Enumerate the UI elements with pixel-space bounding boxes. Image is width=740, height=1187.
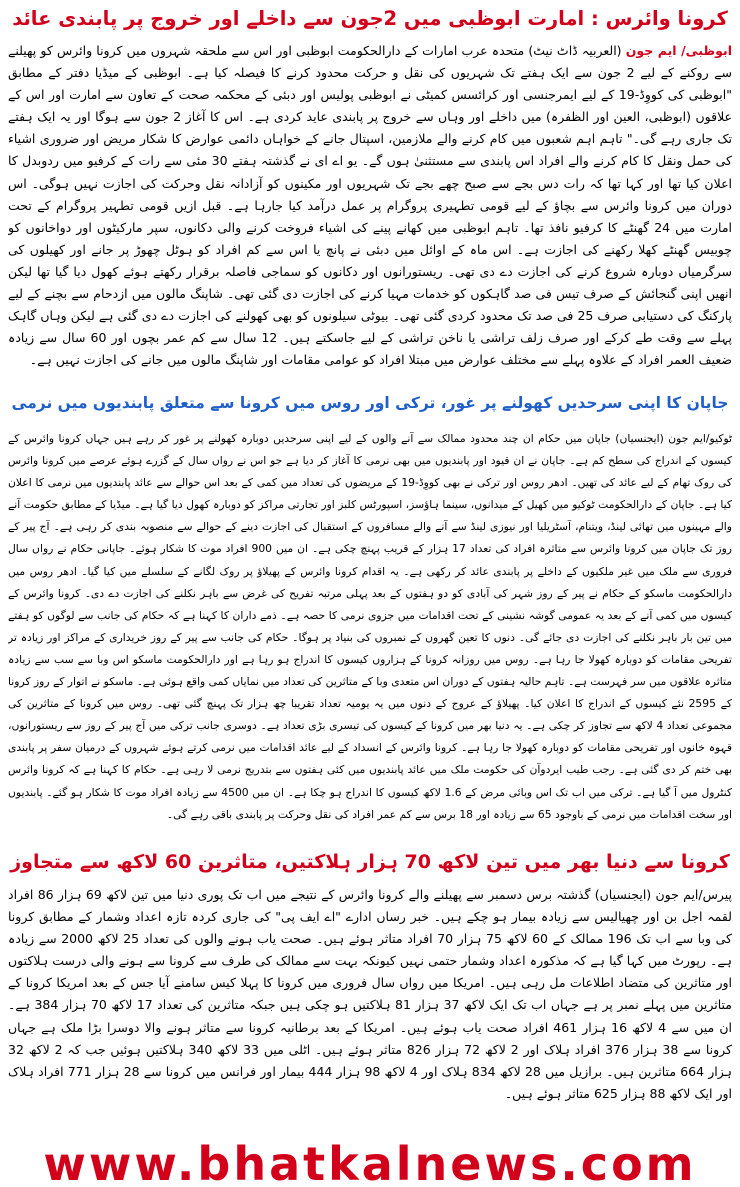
article-1-dateline: ابوظبی/ ایم جون <box>625 43 732 58</box>
article-2-headline: جاپان کا اپنی سرحدیں کھولنے پر غور، ترکی اور روس میں کرونا سے متعلق پابندیوں میں نرمی <box>11 394 729 412</box>
article-1-headline: کرونا وائرس : امارت ابوظبی میں 2جون سے داخلے اور خروج پر پابندی عائد <box>12 7 728 30</box>
article-2-body: ٹوکیو/ایم جون (ایجنسیاں) جاپان میں حکام ان چند محدود ممالک سے آنے والوں کے لیے اپنی سرحدیں دوبارہ کھولنے پر غور کر رہے ہیں جہاں کرونا وائرس کے کیسوں کے اندراج کی سطح کم ہے۔ جاپان نے ان قیود اور پابندیوں میں بھی نرمی کا آغاز کر دیا ہے جو اس نے رواں سال کے گزرے ہوئے عرصے میں کرونا وائرس کی روک تھام کے لیے عائد کی تھیں۔ ادھر روس اور ترکی نے بھی کووِڈ-19 کے مریضوں کی تعداد میں کمی کے بعد اس حوالے سے عائد پابندیوں میں نرمی کا اعلان کیا ہے۔ جاپان کے دارالحکومت ٹوکیو میں کھیل کے میدانوں، سینما ہاؤسز، اسپورٹس کلبز اور تجارتی مراکز کو دوبارہ کھول دیا گیا ہے۔ میڈیا کے مطابق حکومت آنے والے مہینوں میں تھائی لینڈ، ویتنام، آسٹریلیا اور نیوزی لینڈ سے آنے والے مسافروں کے استقبال کی اجازت دینے کے حوالے سے منصوبہ بندی کر رہی ہے۔ آج پیر کے روز تک جاپان میں کرونا وائرس سے متاثرہ افراد کی تعداد 17 ہزار کے قریب پہنچ چکی ہے۔ ان میں 900 افراد موت کا شکار ہوئے۔ جاپانی حکام نے رواں سال فروری سے ملک میں غیر ملکیوں کے داخلے پر پابندی عائد کر رکھی ہے۔ یہ اقدام کرونا وائرس کے پھیلاؤ پر روک لگانے کے سلسلے میں کیا گیا۔ ادھر روس میں دارالحکومت ماسکو کے حکام نے پیر کے روز شہر کی آبادی کو دو ہفتوں کے بعد پہلی مرتبہ تفریح کی غرض سے باہر نکلنے کی اجازت دے دی۔ کرونا وائرس کے کیسوں میں کمی آنے کے بعد یہ عمومی گوشہ نشینی کے تحت اقدامات میں جزوی نرمی کا حصہ ہے۔ ذمے داران کا کہنا ہے کہ حکام کی جانب سے لوگوں کو ہفتے میں تین بار باہر نکلنے کی اجازت دی جائے گی۔ دنوں کا تعین گھروں کے نمبروں کی بنیاد پر ہوگا۔ حکام کی جانب سے پیر کے روز خریداری کے مراکز اور زیادہ تر تفریحی مقامات کو دوبارہ کھولا جا رہا ہے۔ روس میں روزانہ کرونا کے ہزاروں کیسوں کا اندراج ہو رہا ہے اور دارالحکومت ماسکو اس وبا سے سب سے زیادہ متاثرہ علاقوں میں سر فہرست ہے۔ تاہم حالیہ ہفتوں کے دوران اس متعدی وبا کے متاثرین کی تعداد میں نمایاں کمی واقع ہوئی ہے۔ ماسکو نے اتوار کے روز کرونا کے 2595 نئے کیسوں کے اندراج کا اعلان کیا۔ پھیلاؤ کے عروج کے دنوں میں یہ یومیہ تعداد تقریبا چھ ہزار تک پہنچ گئی تھی۔ روس میں کرونا کے متاثرین کی مجموعی تعداد 4 لاکھ سے تجاوز کر چکی ہے۔ یہ دنیا بھر میں کرونا کے کیسوں کی تیسری بڑی تعداد ہے۔ دوسری جانب ترکی میں آج پیر کے روز سے ریستورانوں، قہوہ خانوں اور تفریحی مقامات کو دوبارہ کھولا جا رہا ہے۔ کرونا وائرس کے انسداد کے لیے عائد اقدامات میں نرمی کرتے ہوئے شہروں کے درمیان سفر پر پابندی بھی ختم کر دی گئی ہے۔ رجب طیب ایردوآن کی حکومت ملک میں عائد پابندیوں میں کئی ہفتوں سے بتدریج نرمی لا رہی ہے۔ حکام کا کہنا ہے کہ کرونا وائرس کنٹرول میں آ گیا ہے۔ ترکی میں اب تک اس وبائی مرض کے 1.6 لاکھ کیسوں کا اندراج ہو چکا ہے۔ ان میں 4500 سے زیادہ افراد موت کا شکار ہو گئے۔ پابندیوں اور سخت اقدامات میں نرمی کے باوجود 65 سے زیادہ اور 18 برس سے کم عمر افراد کی نقل وحرکت پر پابندی باقی رہے گی۔ <box>8 432 732 821</box>
article-1-text: (العربیہ ڈاٹ نیٹ) متحدہ عرب امارات کے دارالحکومت ابوظبی اور اس سے ملحقہ شہروں میں کرونا وائرس کو پھیلنے سے روکنے کے لیے 2 جون سے ایک ہفتے تک شہریوں کی نقل و حرکت محدود کرنے کا فیصلہ کیا ہے۔ ابوظبی کے میڈیا دفتر کے مطابق "ابوظبی کی کووِڈ-19 کے لیے ایمرجنسی اور کرائسس کمیٹی نے ابوظبی پولیس اور دبئی کے محکمہ صحت کے تعاون سے امارت اور اس کے علاقوں (ابوظبی، العین اور الظفرہ) میں داخلے اور وہاں سے خروج پر پابندی عاید کردی ہے۔ اس کا آغاز 2 جون سے ہوگا اور یہ ایک ہفتے تک جاری رہے گی۔" تاہم اہم شعبوں میں کام کرنے والے ملازمین، اسپتال جانے کے خواہاں دائمی عوارض کا شکار مریض اور ضروری اشیاء کی حمل ونقل کا کام کرنے والے افراد اس پابندی سے مستثنیٰ ہوں گے۔ یو اے ای نے گذشتہ ہفتے 30 مئی سے رات کے کرفیو میں ردوبدل کا اعلان کیا تھا اور کہا تھا کہ رات دس بجے سے صبح چھے بجے تک شہریوں اور مکینوں کو آزادانہ نقل وحرکت کی اجازت نہیں ہوگی۔ اس دوران میں کرونا وائرس سے بچاؤ کے لیے قومی تطہیری پروگرام پر عمل درآمد کیا جارہا ہے۔ قبل ازیں قومی تطہیر پروگرام کے تحت امارت میں 24 گھنٹے کا کرفیو نافذ تھا۔ تاہم ابوظبی میں کھانے پینے کی اشیاء فروخت کرنے والی دکانوں، سپر مارکیٹوں اور دواخانوں کو چوبیس گھنٹے کھلا رکھنے کی اجازت ہے۔ اس ماہ کے اوائل میں دبئی نے پانچ یا اس سے کم افراد کو ہوٹل چھوڑ پر جانے اور کھیلوں کی سرگرمیاں دوبارہ شروع کرنے کی اجازت دے دی تھی۔ ریستورانوں اور دکانوں کو سماجی فاصلہ برقرار رکھتے ہوئے کھول دیا گیا تھا لیکن انھیں اپنی گنجائش کے صرف تیس فی صد گاہکوں کو خدمات مہیا کرنے کی اجازت دی گئی تھی۔ شاپنگ مالوں میں ازدحام سے بچنے کے لیے پارکنگ کی دستیابی صرف 25 فی صد تک محدود کردی گئی تھی۔ بیوٹی سیلونوں کو بھی کھولنے کی اجازت دے دی گئی ہے لیکن وہاں گاہک پہلے سے وقت طے کرکے اور صرف زلف تراشی یا ناخن تراشی کے لیے جاسکتے ہیں۔ 12 سال سے کم عمر بچوں اور 60 سال سے زیادہ ضعیف العمر افراد کے علاوہ پہلے سے مختلف عوارض میں مبتلا افراد کو عوامی مقامات اور شاپنگ مالوں میں جانے کی اجازت نہیں ہے۔ <box>8 43 732 368</box>
article-1-body <box>8 40 732 372</box>
site-url-footer: www.bhatkalnews.com <box>43 1142 697 1187</box>
article-3-headline: کرونا سے دنیا بھر میں تین لاکھ 70 ہزار ہلاکتیں، متاثرین 60 لاکھ سے متجاوز <box>10 851 730 873</box>
article-3-body: پیرس/ایم جون (ایجنسیاں) گذشتہ برس دسمبر سے پھیلنے والے کرونا وائرس کے نتیجے میں اب تک پوری دنیا میں تین لاکھ 69 ہزار 86 افراد لقمہ اجل بن اور چھیالیس سے زیادہ بیمار ہو چکے ہیں۔ خبر رساں ادارے "اے ایف پی" کی جاری کردہ تازہ اعداد وشمار کے مطابق کرونا کی وبا سے اب تک 196 ممالک کے 60 لاکھ 75 ہزار 70 افراد متاثر ہوئے ہیں۔ صحت یاب ہونے والوں کی تعداد 25 لاکھ 2000 سے زیادہ ہے۔ رپورٹ میں کہا گیا ہے کہ مذکورہ اعداد وشمار حتمی نہیں کیونکہ بہت سے ممالک کی طرف سے کرونا سے ہونے والی درست ہلاکتوں اور متاثرین کی متضاد اطلاعات مل رہی ہیں۔ امریکا میں رواں سال فروری میں کرونا کا پہلا کیس سامنے آیا جس کے بعد امریکا کرونا کے متاثرین میں پہلے نمبر پر ہے جہاں اب تک ایک لاکھ 37 ہزار 81 ہلاکتیں ہو چکی ہیں جبکہ متاثرین کی تعداد 17 لاکھ 70 ہزار 384 ہے۔ ان میں سے 4 لاکھ 16 ہزار 461 افراد صحت یاب ہوئے ہیں۔ امریکا کے بعد برطانیہ کرونا سے متاثر ہونے والا دوسرا بڑا ملک ہے جہاں کرونا سے 38 ہزار 376 افراد ہلاک اور 2 لاکھ 72 ہزار 826 متاثر ہوئے ہیں۔ اٹلی میں 33 لاکھ 340 ہلاکتیں ہوئیں جب کہ 2 لاکھ 32 ہزار 664 متاثرین ہیں۔ برازیل میں 28 لاکھ 834 ہلاک اور 4 لاکھ 98 ہزار 444 بیمار اور فرانس میں کرونا سے 28 ہزار 771 افراد ہلاک اور ایک لاکھ 88 ہزار 625 متاثر ہوئے ہیں۔ <box>8 887 732 1101</box>
